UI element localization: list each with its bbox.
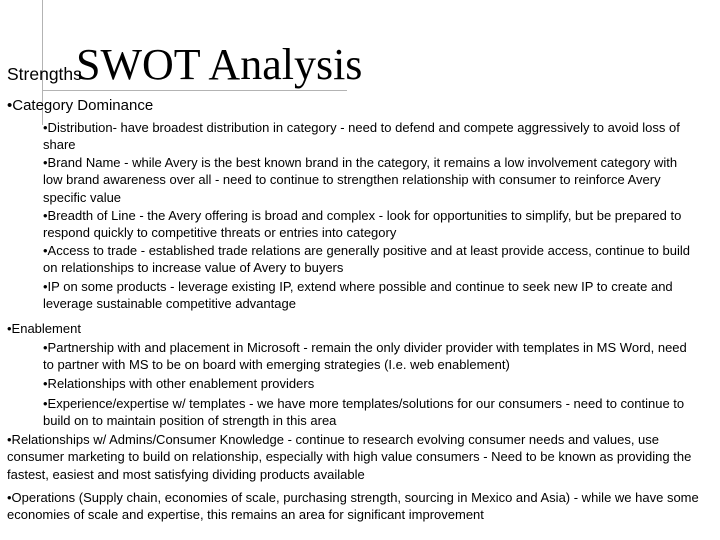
list-item: •Brand Name - while Avery is the best known brand in the category, it remains a low involvement category with low brand awareness over all - need to continue to strengthen relationship with consumer to reinforce Avery specific value [43, 155, 678, 205]
horizontal-rule [42, 90, 347, 91]
slide-title: SWOT Analysis [76, 40, 363, 89]
operations-paragraph: •Operations (Supply chain, economies of scale, purchasing strength, sourcing in Mexico and Asia) - while we have some economies of scale and expertise, this remains an area for significant improvement [7, 490, 699, 523]
list-item: •IP on some products - leverage existing IP, extend where possible and continue to seek new IP to create and leverage sustainable competitive advantage [43, 279, 673, 312]
list-item: •Relationships with other enablement providers [43, 376, 315, 391]
list-item: •Distribution- have broadest distribution in category - need to defend and compete aggressively to avoid loss of share [43, 120, 680, 153]
enablement-heading: •Enablement [7, 321, 81, 336]
list-item: •Access to trade - established trade relations are generally positive and at least provide access, continue to build on relationships to increase value of Avery to buyers [43, 243, 690, 276]
list-item: •Partnership with and placement in Microsoft - remain the only divider provider with templates in MS Word, need to partner with MS to be on board with emerging strategies (I.e. web enablement) [43, 340, 687, 373]
slide-subtitle: Strengths [7, 64, 82, 84]
category-heading: •Category Dominance [7, 97, 154, 114]
list-item: •Experience/expertise w/ templates - we have more templates/solutions for our consumers - need to continue to build on to maintain position of strength in this area [43, 396, 685, 429]
list-item: •Breadth of Line - the Avery offering is broad and complex - look for opportunities to simplify, but be prepared to respond quickly to competitive threats or entries into category [43, 208, 682, 241]
relationships-paragraph: •Relationships w/ Admins/Consumer Knowledge - continue to research evolving consumer needs and values, use consumer marketing to build on relationship, especially with high value consumers - Need to be known as providing the fastest, easiest and most satisfying dividing products available [7, 432, 692, 482]
